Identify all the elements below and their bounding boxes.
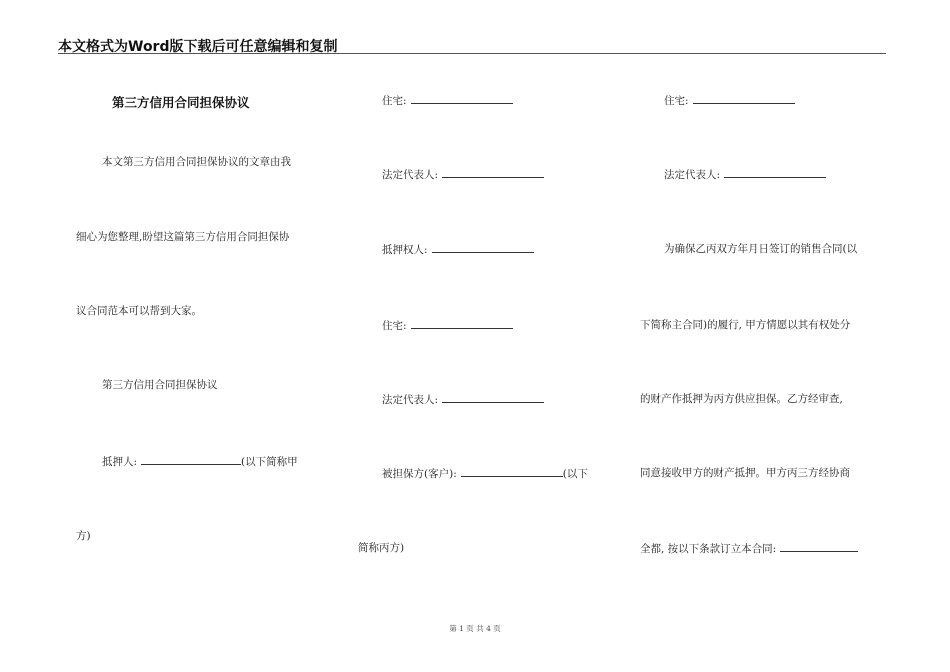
guaranteed-party-line — [382, 466, 588, 481]
contract-text-line-1: 为确保乙丙双方年月日签订的销售合同(以 — [664, 243, 858, 255]
mortgagor-line — [102, 454, 298, 469]
residence-blank-3 — [693, 93, 795, 104]
residence-blank-1 — [411, 93, 513, 104]
contract-text-line-4: 同意接收甲方的财产抵押。甲方丙三方经协商 — [640, 467, 850, 479]
page-header-title: 本文格式为Word版下载后可任意编辑和复制 — [58, 39, 338, 55]
intro-line-1: 本文第三方信用合同担保协议的文章由我 — [102, 156, 291, 168]
legal-rep-blank-1 — [442, 167, 544, 178]
intro-line-3: 议合同范本可以帮到大家。 — [76, 305, 202, 317]
residence-label-1: 住宅: — [382, 95, 407, 107]
header-divider — [58, 53, 886, 54]
mortgagor-suffix: (以下简称甲 — [241, 456, 298, 468]
agreement-subtitle: 第三方信用合同担保协议 — [102, 379, 218, 391]
residence-label-2: 住宅: — [382, 320, 407, 332]
legal-rep-blank-2 — [442, 392, 544, 403]
guaranteed-party-continuation: 简称丙方) — [358, 542, 405, 554]
legal-rep-label-3: 法定代表人: — [664, 169, 721, 181]
document-title: 第三方信用合同担保协议 — [112, 95, 250, 110]
legal-rep-line-2 — [382, 392, 544, 407]
legal-rep-label-2: 法定代表人: — [382, 394, 439, 406]
contract-terms-blank — [780, 541, 858, 552]
contract-text-line-5 — [640, 541, 858, 556]
residence-label-3: 住宅: — [664, 95, 689, 107]
mortgagee-line — [382, 242, 534, 257]
mortgagor-blank — [141, 454, 241, 465]
guaranteed-party-blank — [461, 466, 563, 477]
legal-rep-line-1 — [382, 167, 544, 182]
residence-line-1 — [382, 93, 513, 108]
residence-blank-2 — [411, 318, 513, 329]
mortgagor-continuation: 方) — [76, 530, 91, 542]
contract-text-line-5-text: 全都, 按以下条款订立本合同: — [640, 543, 777, 555]
residence-line-3 — [664, 93, 795, 108]
mortgagor-label: 抵押人: — [102, 456, 138, 468]
legal-rep-label-1: 法定代表人: — [382, 169, 439, 181]
legal-rep-line-3 — [664, 167, 826, 182]
contract-text-line-3: 的财产作抵押为丙方供应担保。乙方经审查, — [640, 393, 843, 405]
contract-text-line-2: 下简称主合同)的履行, 甲方情愿以其有权处分 — [640, 319, 851, 331]
residence-line-2 — [382, 318, 513, 333]
legal-rep-blank-3 — [724, 167, 826, 178]
mortgagee-blank — [432, 242, 534, 253]
guaranteed-party-suffix: (以下 — [562, 468, 588, 480]
intro-line-2: 细心为您整理,盼望这篇第三方信用合同担保协 — [76, 231, 290, 243]
mortgagee-label: 抵押权人: — [382, 244, 428, 256]
page-number-footer: 第 1 页 共 4 页 — [449, 624, 501, 633]
guaranteed-party-label: 被担保方(客户): — [382, 468, 457, 480]
